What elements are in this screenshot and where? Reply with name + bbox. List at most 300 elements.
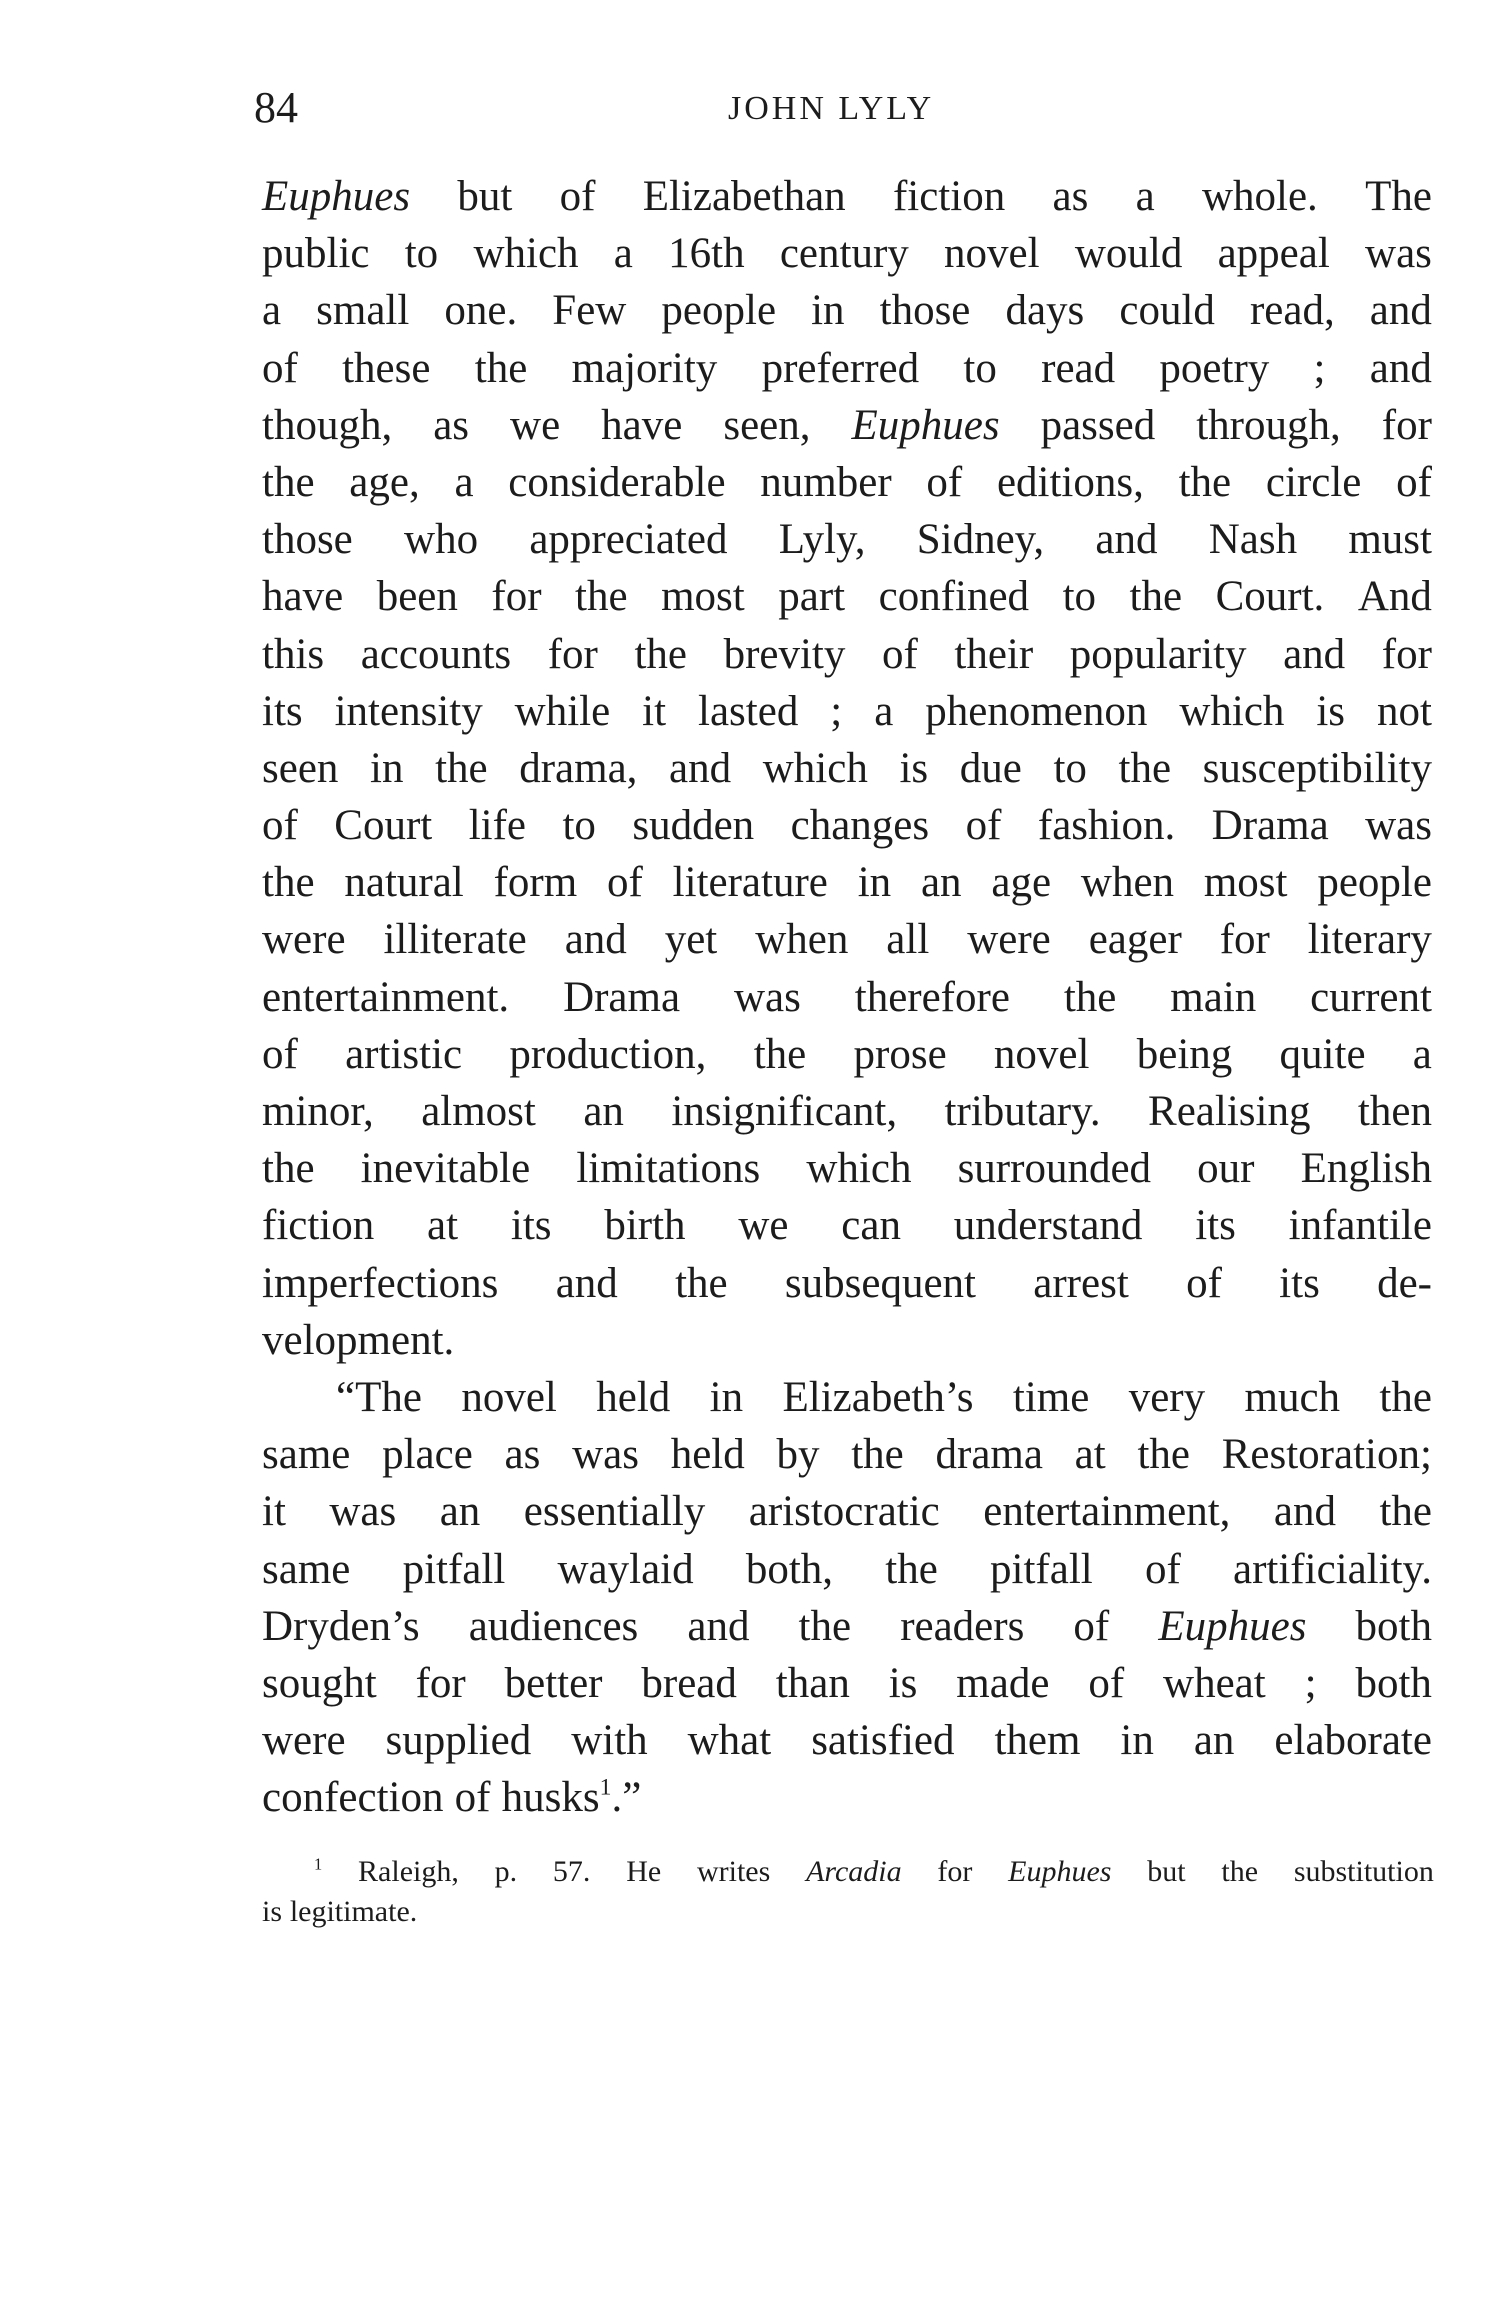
word xyxy=(614,225,633,282)
text-line xyxy=(262,740,1432,797)
word xyxy=(960,740,1022,797)
page-number: 84 xyxy=(254,83,298,132)
word-text: minor, xyxy=(262,1088,374,1135)
word xyxy=(262,168,410,225)
word xyxy=(596,1369,670,1426)
word xyxy=(524,1483,706,1540)
word xyxy=(529,511,727,568)
word-text: entertainment. xyxy=(262,973,510,1021)
text-line xyxy=(262,1483,1432,1540)
text-line xyxy=(262,1026,1432,1083)
word xyxy=(852,397,1000,454)
word-text: of xyxy=(607,859,643,907)
word xyxy=(1137,1026,1233,1083)
word xyxy=(785,1255,976,1312)
word xyxy=(444,282,517,339)
word xyxy=(1279,1255,1320,1312)
word-text: through, xyxy=(1196,401,1341,449)
text-line xyxy=(262,454,1432,511)
word-text: natural xyxy=(344,859,464,907)
word xyxy=(502,1769,642,1826)
word-text: and xyxy=(1369,344,1432,392)
text-line xyxy=(262,225,1432,282)
word xyxy=(1119,282,1215,339)
word-text: most xyxy=(1203,859,1288,907)
word xyxy=(361,1140,531,1197)
word-text: imperfections xyxy=(262,1259,499,1307)
word-text: Drama xyxy=(1211,802,1329,850)
text-line xyxy=(262,511,1432,568)
word-text: and xyxy=(555,1259,618,1307)
word xyxy=(697,1852,770,1892)
word-text: our xyxy=(1197,1145,1255,1193)
footnote-marker: 1 xyxy=(314,1854,323,1874)
text-line xyxy=(262,1598,1432,1655)
word xyxy=(382,1426,473,1483)
word-text: for xyxy=(491,573,542,621)
word xyxy=(626,1852,661,1892)
word-text: sudden xyxy=(632,802,755,850)
word xyxy=(900,1598,1024,1655)
word xyxy=(1052,168,1088,225)
word xyxy=(262,225,369,282)
word-text: phenomenon xyxy=(925,687,1148,735)
word xyxy=(1314,340,1326,397)
word-text: which xyxy=(762,744,868,792)
word-text: the xyxy=(1221,1855,1259,1888)
word xyxy=(262,854,315,911)
word xyxy=(698,683,798,740)
word xyxy=(669,740,731,797)
word-text: what xyxy=(687,1717,772,1765)
word-text: of xyxy=(1144,1545,1181,1593)
text-line xyxy=(262,797,1432,854)
word-text: was xyxy=(1365,230,1432,278)
word xyxy=(990,1541,1093,1598)
word xyxy=(1137,1426,1190,1483)
word-text: made xyxy=(956,1659,1050,1707)
word-text: quite xyxy=(1279,1030,1366,1078)
word-text: “The xyxy=(336,1373,422,1421)
word xyxy=(776,1426,819,1483)
word-text: 16th xyxy=(668,230,745,278)
word-text: number xyxy=(760,458,892,506)
word-text: at xyxy=(1074,1431,1106,1479)
word-text: literary xyxy=(1307,916,1432,964)
word xyxy=(1358,1083,1432,1140)
word xyxy=(455,1769,491,1826)
word-text: and xyxy=(1283,630,1346,678)
word xyxy=(882,626,918,683)
word xyxy=(556,1255,618,1312)
word xyxy=(262,1892,282,1932)
word-text: and xyxy=(1273,1488,1336,1536)
text-line xyxy=(262,1712,1432,1769)
text-line xyxy=(262,854,1432,911)
word-text: place xyxy=(382,1431,473,1479)
word xyxy=(811,1712,954,1769)
word-text: Dryden’s xyxy=(262,1602,420,1650)
word xyxy=(1218,225,1330,282)
word xyxy=(565,911,627,968)
word xyxy=(494,854,578,911)
word-text: essentially xyxy=(523,1488,706,1536)
word xyxy=(889,1655,918,1712)
word-text: was xyxy=(572,1431,639,1479)
word-text: the xyxy=(1379,1373,1432,1421)
word xyxy=(806,1852,902,1892)
word xyxy=(1266,454,1361,511)
word-text: understand xyxy=(953,1202,1143,1250)
word xyxy=(262,397,392,454)
word xyxy=(688,1712,772,1769)
word xyxy=(262,1426,350,1483)
word-text: English xyxy=(1300,1145,1432,1193)
word-text: for xyxy=(547,630,598,678)
word xyxy=(262,1712,346,1769)
word xyxy=(1379,1483,1432,1540)
word xyxy=(336,1369,422,1426)
word-text: while xyxy=(514,687,611,735)
word-text: a xyxy=(874,687,894,735)
word xyxy=(749,1483,940,1540)
word xyxy=(1064,969,1117,1026)
word-text: read xyxy=(1041,344,1116,392)
word-text: the xyxy=(262,458,315,506)
running-head: JOHN LYLY xyxy=(728,90,935,127)
word xyxy=(675,1255,728,1312)
word xyxy=(316,282,409,339)
word xyxy=(671,1083,897,1140)
word-text: as xyxy=(1052,173,1089,220)
word xyxy=(632,797,754,854)
word-text: were xyxy=(967,916,1051,964)
word-text: the xyxy=(474,344,528,392)
word-text: whole. xyxy=(1201,173,1318,220)
word-text: of xyxy=(881,630,918,678)
word xyxy=(1301,1140,1432,1197)
word-text: the xyxy=(798,1602,852,1650)
word-text: for xyxy=(1381,630,1432,678)
word xyxy=(560,168,596,225)
word-text: both, xyxy=(745,1545,834,1593)
word xyxy=(1053,740,1086,797)
italic-title: Euphues xyxy=(851,401,1000,449)
word-text: prose xyxy=(853,1030,947,1078)
word xyxy=(1370,282,1432,339)
word xyxy=(1305,1655,1317,1712)
word-text: p. xyxy=(494,1855,518,1888)
word xyxy=(262,1655,377,1712)
word-text: writes xyxy=(696,1855,771,1888)
word xyxy=(1203,740,1432,797)
word-text: changes xyxy=(790,802,930,850)
word-text: but xyxy=(457,173,513,220)
word-text: all xyxy=(886,916,930,964)
word-text: legitimate. xyxy=(289,1895,418,1928)
word-text: He xyxy=(626,1855,662,1888)
word-text: artistic xyxy=(345,1030,463,1078)
word xyxy=(461,1369,557,1426)
word xyxy=(1073,1598,1109,1655)
word-text: its xyxy=(262,687,303,735)
word-text: which xyxy=(1179,687,1285,735)
word-text: same xyxy=(262,1431,351,1479)
word xyxy=(576,1140,760,1197)
word xyxy=(760,454,891,511)
word xyxy=(1356,1598,1432,1655)
word-text: The xyxy=(1365,173,1432,220)
word xyxy=(994,1712,1080,1769)
word xyxy=(491,568,541,625)
word-text: the xyxy=(1137,1431,1190,1479)
word xyxy=(505,1655,603,1712)
word xyxy=(1159,340,1269,397)
word xyxy=(427,1197,458,1254)
word-text: public xyxy=(262,230,370,278)
word-text: can xyxy=(841,1202,901,1250)
word-text: Court. xyxy=(1215,573,1325,621)
word-text: in xyxy=(811,287,845,335)
word-text: waylaid xyxy=(557,1545,694,1593)
word xyxy=(1038,797,1175,854)
word-text: of xyxy=(926,458,963,506)
word xyxy=(763,740,868,797)
word-text: small xyxy=(316,287,410,335)
word-text: an xyxy=(920,859,962,907)
word-text: century xyxy=(779,230,909,278)
word xyxy=(473,225,578,282)
word xyxy=(262,511,353,568)
word-text: form xyxy=(493,859,578,907)
word-text: limitations xyxy=(576,1145,761,1193)
word-text: for xyxy=(1381,401,1432,449)
word-text: Raleigh, xyxy=(358,1855,459,1888)
word xyxy=(1005,282,1084,339)
word-text: elaborate xyxy=(1274,1717,1432,1765)
word-text: the xyxy=(435,744,488,792)
word-text: which xyxy=(806,1145,912,1193)
word-text: time xyxy=(1012,1373,1090,1421)
word xyxy=(519,740,637,797)
word xyxy=(515,683,611,740)
word-text: we xyxy=(738,1202,789,1250)
word-text: the xyxy=(575,573,628,621)
word xyxy=(858,854,891,911)
word-text: to xyxy=(1062,573,1097,621)
word-text: satisfied xyxy=(811,1717,955,1765)
word-text: as xyxy=(433,401,470,449)
word xyxy=(262,1312,454,1369)
word xyxy=(1088,1655,1124,1712)
word xyxy=(1089,911,1182,968)
word-text: most xyxy=(661,573,745,621)
word xyxy=(1283,626,1345,683)
word-text: when xyxy=(1080,859,1175,907)
text-line xyxy=(262,626,1432,683)
word xyxy=(755,911,848,968)
word-text: both xyxy=(1355,1659,1432,1707)
word-text: novel xyxy=(993,1030,1090,1078)
word xyxy=(349,454,419,511)
word-text: both xyxy=(1355,1602,1432,1650)
word-text: those xyxy=(262,516,353,564)
word-text: sought xyxy=(262,1659,377,1707)
word xyxy=(885,1541,938,1598)
word-text: confined xyxy=(878,573,1030,621)
word xyxy=(854,1026,947,1083)
word xyxy=(746,1541,833,1598)
text-line xyxy=(262,1655,1432,1712)
word xyxy=(643,168,846,225)
word xyxy=(1095,511,1157,568)
word-text: drama xyxy=(935,1431,1043,1479)
word-text: insignificant, xyxy=(671,1088,898,1135)
word xyxy=(1377,1255,1432,1312)
word xyxy=(469,1598,639,1655)
word-text: is xyxy=(899,744,929,792)
word-text: the xyxy=(262,859,315,907)
word-text: eager xyxy=(1088,916,1182,964)
word xyxy=(642,683,666,740)
word-text: artificiality. xyxy=(1233,1545,1432,1593)
word-text: could xyxy=(1119,287,1215,335)
word xyxy=(1197,1140,1254,1197)
word-text: Elizabeth’s xyxy=(782,1373,974,1421)
italic-title: Euphues xyxy=(1158,1602,1307,1650)
word-text: better xyxy=(504,1659,603,1707)
word-text: Elizabethan xyxy=(642,173,846,220)
word-text: the xyxy=(851,1431,904,1479)
text-line xyxy=(262,683,1432,740)
word xyxy=(1136,168,1155,225)
word xyxy=(1245,1369,1341,1426)
word xyxy=(1194,1712,1235,1769)
word-text: literature xyxy=(672,859,828,907)
word xyxy=(572,1426,639,1483)
word-text: life xyxy=(468,802,526,850)
text-line xyxy=(262,568,1432,625)
word xyxy=(1170,969,1256,1026)
word xyxy=(342,340,430,397)
word xyxy=(799,1598,852,1655)
word xyxy=(344,854,463,911)
word-text: its xyxy=(1279,1259,1320,1307)
text-line xyxy=(262,969,1432,1026)
word-text: it xyxy=(642,687,667,735)
word-text: a xyxy=(262,287,282,335)
word-text: to xyxy=(404,230,439,278)
word xyxy=(1377,683,1432,740)
word-text: though, xyxy=(262,401,393,449)
word xyxy=(668,225,744,282)
word-text: Lyly, xyxy=(778,516,866,564)
word xyxy=(925,683,1147,740)
word-text: people xyxy=(1317,859,1432,907)
word xyxy=(830,683,842,740)
word xyxy=(421,1083,536,1140)
word xyxy=(966,797,1002,854)
word-text: seen xyxy=(262,744,339,792)
word xyxy=(262,1541,350,1598)
word xyxy=(880,282,971,339)
text-line xyxy=(262,1140,1432,1197)
word-text: then xyxy=(1357,1088,1432,1135)
word xyxy=(1033,1255,1129,1312)
word xyxy=(1358,568,1432,625)
word-text: in xyxy=(370,744,404,792)
word-text: ; xyxy=(1304,1659,1317,1707)
word xyxy=(1041,397,1156,454)
word-text: same xyxy=(262,1545,351,1593)
word-text: tributary. xyxy=(944,1088,1101,1135)
word xyxy=(508,454,725,511)
word-text: their xyxy=(954,630,1034,678)
word-text: people xyxy=(661,287,777,335)
word xyxy=(262,911,346,968)
word xyxy=(604,1197,685,1254)
word-text: those xyxy=(879,287,971,335)
text-line xyxy=(262,1083,1432,1140)
word xyxy=(358,1852,459,1892)
word-text: days xyxy=(1005,287,1085,335)
word xyxy=(475,340,528,397)
italic-title: Euphues xyxy=(1008,1855,1112,1888)
word xyxy=(386,1712,532,1769)
word xyxy=(1382,397,1432,454)
word-text: to xyxy=(562,802,596,850)
word xyxy=(553,1852,591,1892)
word-text: and xyxy=(1369,287,1432,335)
word-text: ; xyxy=(830,687,843,735)
word-text: with xyxy=(571,1717,648,1765)
word-text: Drama xyxy=(563,973,681,1021)
word-text: in xyxy=(1120,1717,1154,1765)
word xyxy=(956,1655,1049,1712)
word xyxy=(403,1541,506,1598)
word-text: for xyxy=(415,1659,466,1707)
word-text: intensity xyxy=(334,687,483,735)
word xyxy=(1013,1369,1089,1426)
word xyxy=(886,911,929,968)
word xyxy=(779,511,866,568)
word xyxy=(723,397,810,454)
text-line xyxy=(262,340,1432,397)
word xyxy=(937,1852,972,1892)
word-text: substitution xyxy=(1293,1855,1434,1888)
word xyxy=(1209,511,1297,568)
word xyxy=(967,911,1051,968)
word-text: a xyxy=(454,458,474,506)
word-text: to xyxy=(963,344,997,392)
word-text: surrounded xyxy=(957,1145,1152,1193)
word xyxy=(405,225,438,282)
word xyxy=(791,797,930,854)
word-text: susceptibility xyxy=(1202,744,1432,792)
word xyxy=(1370,340,1432,397)
word-text: is xyxy=(888,1659,918,1707)
word-text: wheat xyxy=(1163,1659,1266,1707)
word-text: the xyxy=(1063,973,1117,1021)
word xyxy=(435,740,488,797)
word-text: the xyxy=(634,630,687,678)
text-line xyxy=(262,1312,1432,1369)
word xyxy=(575,568,628,625)
word-text: age, xyxy=(349,458,420,506)
word xyxy=(314,1852,322,1892)
word-text: the xyxy=(262,1145,315,1193)
word-text: ; xyxy=(1313,344,1326,392)
